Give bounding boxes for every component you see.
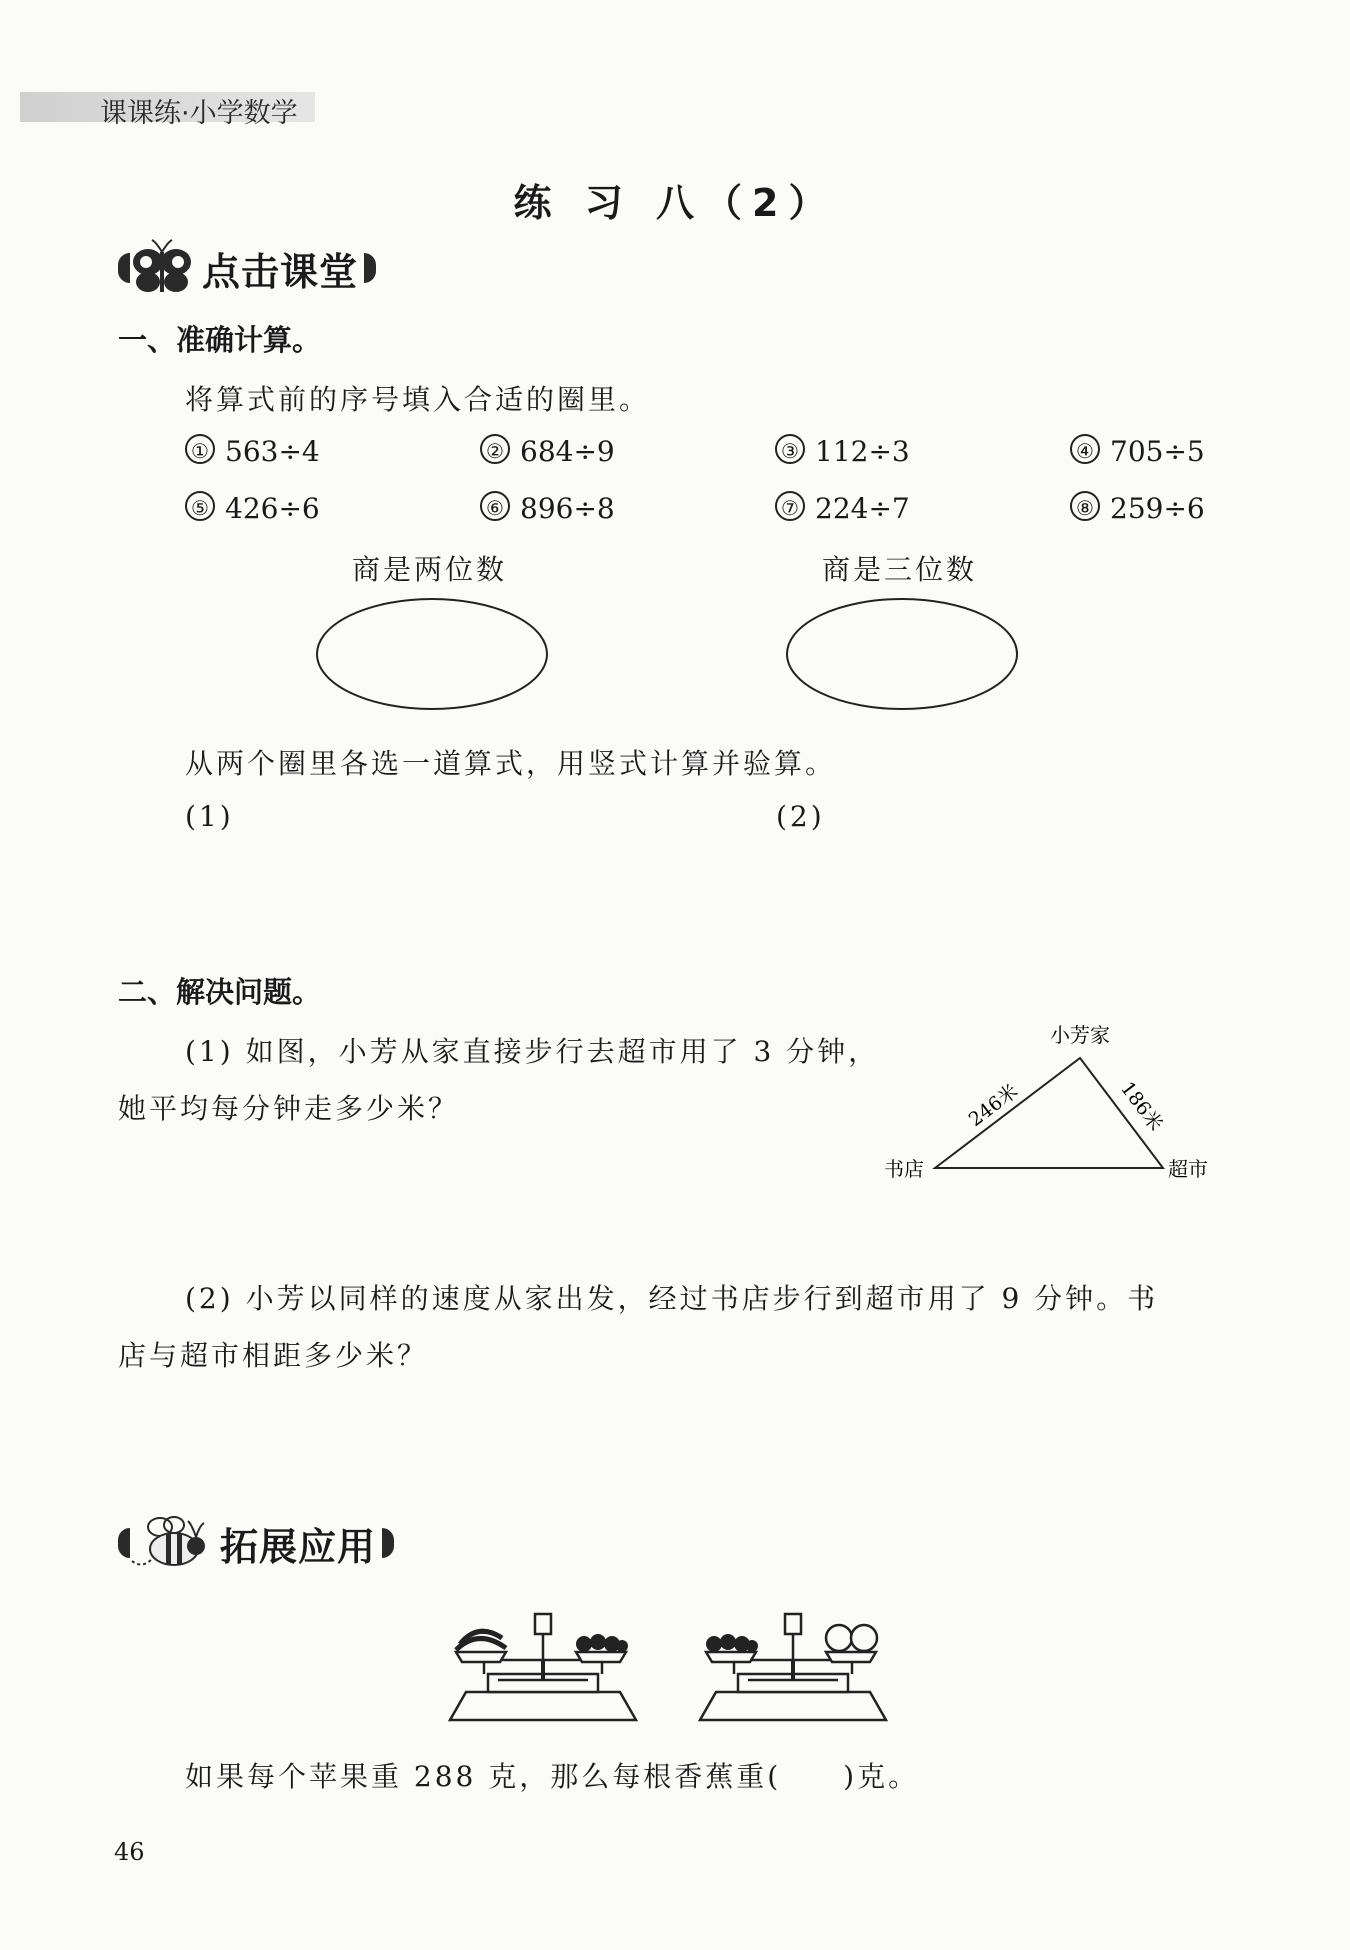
expr-number: ④ [1070, 434, 1100, 464]
expr-number: ⑦ [775, 491, 805, 521]
label-supermarket: 超市 [1168, 1157, 1208, 1181]
book-title: 课课练·小学数学 [100, 98, 298, 129]
expr-number: ⑥ [480, 491, 510, 521]
balance-scale-bananas-vs-apples [448, 1608, 638, 1730]
expr-number: ② [480, 434, 510, 464]
part3-question: 如果每个苹果重 288 克，那么每根香蕉重( )克。 [185, 1760, 920, 1793]
section-header-extend [118, 1513, 394, 1573]
label-home: 小芳家 [1050, 1023, 1110, 1047]
expr-text: 426÷6 [225, 492, 320, 525]
expression-5 [185, 491, 320, 525]
part1-instruction: 将算式前的序号填入合适的圈里。 [185, 383, 651, 416]
expression-8 [1070, 491, 1205, 525]
q2-line2: 店与超市相距多少米？ [118, 1339, 429, 1372]
answer-oval-three-digit[interactable] [782, 595, 1022, 713]
expr-text: 259÷6 [1110, 492, 1205, 525]
part1-instruction2: 从两个圈里各选一道算式，用竖式计算并验算。 [185, 747, 837, 780]
q2-line1: (2) 小芳以同样的速度从家出发，经过书店步行到超市用了 9 分钟。书 [185, 1282, 1159, 1315]
answer-oval-two-digit[interactable] [312, 595, 552, 713]
label-bookstore: 书店 [884, 1157, 924, 1181]
expr-text: 896÷8 [520, 492, 615, 525]
expr-text: 112÷3 [815, 435, 910, 468]
section-label-extend: 拓展应用 [220, 1524, 377, 1569]
expression-4 [1070, 434, 1205, 468]
section-pill-left [118, 1528, 130, 1558]
part2-heading: 二、解决问题。 [118, 975, 322, 1009]
expression-1 [185, 434, 320, 468]
expr-number: ③ [775, 434, 805, 464]
section-pill-left [118, 253, 130, 283]
section-label-click: 点击课堂 [202, 249, 359, 294]
expr-number: ① [185, 434, 215, 464]
bee-icon [130, 1513, 212, 1573]
expression-3 [775, 434, 910, 468]
fruit-icon [826, 1625, 877, 1651]
expression-6 [480, 491, 615, 525]
page-number: 46 [114, 1838, 145, 1866]
q1-line1: (1) 如图，小芳从家直接步行去超市用了 3 分钟， [185, 1035, 880, 1068]
expr-text: 705÷5 [1110, 435, 1205, 468]
butterfly-icon [130, 238, 194, 298]
expr-number: ⑤ [185, 491, 215, 521]
page-title: 练 习 八（2） [513, 181, 837, 225]
section-pill-right [364, 253, 376, 283]
expression-2 [480, 434, 615, 468]
expr-text: 563÷4 [225, 435, 320, 468]
sub-question-2: (2) [776, 800, 825, 833]
section-header-click [118, 238, 376, 298]
section-pill-right [382, 1528, 394, 1558]
bananas-icon [456, 1631, 506, 1650]
apples-icon [576, 1634, 628, 1652]
expr-number: ⑧ [1070, 491, 1100, 521]
part1-heading: 一、准确计算。 [118, 323, 322, 357]
oval-right-label: 商是三位数 [822, 553, 978, 586]
apples-icon [706, 1634, 758, 1652]
balance-scale-apples-vs-fruit [698, 1608, 888, 1730]
label-distance-home-supermarket: 186米 [1116, 1077, 1167, 1136]
expr-text: 224÷7 [815, 492, 910, 525]
q1-line2: 她平均每分钟走多少米？ [118, 1092, 460, 1125]
expression-7 [775, 491, 910, 525]
sub-question-1: (1) [185, 800, 234, 833]
label-distance-home-bookstore: 246米 [964, 1080, 1023, 1131]
oval-left-label: 商是两位数 [352, 553, 508, 586]
route-triangle-diagram [880, 1020, 1230, 1190]
expr-text: 684÷9 [520, 435, 615, 468]
